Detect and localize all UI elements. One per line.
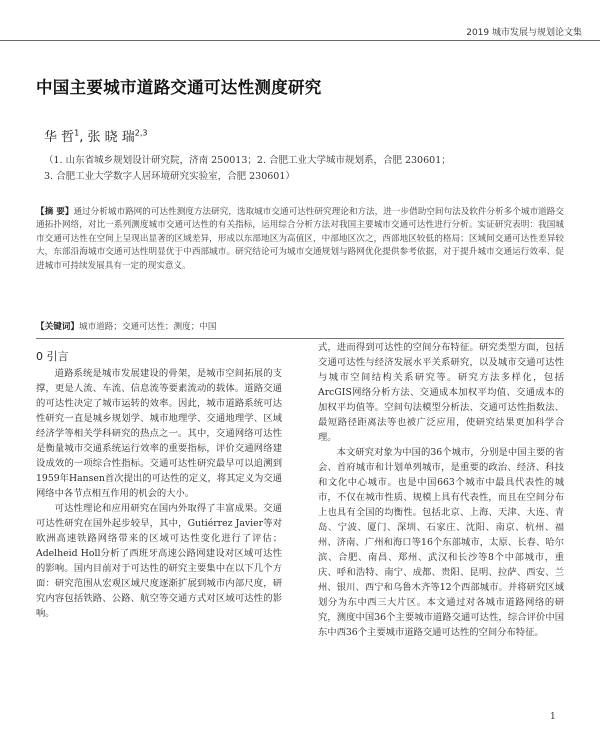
- author-2-affiliation-mark: 2,3: [134, 128, 148, 138]
- page-number: 1: [550, 712, 556, 722]
- intro-paragraph-1: 道路系统是城市发展建设的骨架，是城市空间拓展的支撑，更是人流、车流、信息流等要素流动的载体。道路交通的可达性决定了城市运转的效率。因此，城市道路系统可达性研究一直是城乡规划学、城市地理学、交通地理学、区域经济学等相关学科研究的热点之一。其中，交通网络可达性是衡量城市交通系统运行效率的重要指标，评价交通网络建设成效的一项综合性指标。交通可达性研究最早可以追溯到1959年Hansen首次提出的可达性的定义，将其定义为交通网络中各节点相互作用的机会的大小。: [36, 368, 282, 499]
- right-column: [318, 340, 564, 640]
- author-2: 张 晓 瑞: [87, 130, 135, 145]
- intro-paragraph-3: 式，进而得到可达性的空间分布特征。研究类型方面，包括交通可达性与经济发展水平关系研究，以及城市交通可达性与城市空间结构关系研究等。研究方法多样化，包括ArcGIS网络分析方法、交通成本加权平均值、交通成本的加权平均值等。空间句法模型分析法、交通可达性指数法、最短路径距离法等也被广泛应用，使研究结果更加科学合理。: [318, 342, 564, 443]
- journal-name: 2019 城市发展与规划论文集: [466, 28, 582, 38]
- abstract-text: 通过分析城市路网的可达性测度方法研究，选取城市交通可达性研究理论和方法，进一步借助空间句法及软件分析多个城市道路交通拓扑网络，对比一系列测度城市交通可达性的有关指标，运用综合分析方法对我国主要城市交通可达性进行分析。实证研究表明：我国城市交通可达性在空间上呈现出显著的区域差异，形成以东部地区为高值区，中部地区次之，西部地区较低的格局；区域间交通可达性差异较大，东部沿海城市交通可达性明显优于中西部城市。研究结论可为城市交通规划与路网优化提供参考依据，对于提升城市交通运行效率、促进城市可持续发展具有一定的现实意义。: [36, 207, 564, 271]
- author-1: 华 哲: [44, 130, 75, 145]
- abstract-label: 【摘 要】: [36, 207, 74, 217]
- affiliation-line-1: （1. 山东省城乡规划设计研究院，济南 250013；2. 合肥工业大学城市规划系，合肥 230601；: [44, 155, 451, 166]
- section-heading-intro: 0 引言: [36, 350, 69, 363]
- keywords-text: 城市道路；交通可达性；测度；中国: [78, 322, 217, 332]
- abstract: [36, 206, 564, 273]
- keywords: [36, 320, 564, 332]
- author-1-affiliation-mark: 1: [74, 128, 80, 138]
- section-divider: [36, 338, 564, 339]
- keywords-label: 【关键词】: [36, 322, 79, 332]
- intro-paragraph-4: 本文研究对象为中国的36个城市，分别是中国主要的省会、首府城市和计划单列城市，是重要的政治、经济、科技和文化中心城市。也是中国663个城市中最具代表性的城市，不仅在城市性质、规模上具有代表性，而且在空间分布上也具有全国的均衡性。包括北京、上海、天津、大连、青岛、宁波、厦门、深圳、石家庄、沈阳、南京、杭州、福州、济南、广州和海口等16个东部城市，太原、长春、哈尔滨、合肥、南昌、郑州、武汉和长沙等8个中部城市，重庆、呼和浩特、南宁、成都、贵阳、昆明、拉萨、西安、兰州、银川、西宁和乌鲁木齐等12个西部城市。并将研究区域划分为东中西三大片区。本文通过对各城市道路网络的研究，测度中国36个主要城市道路交通可达性，综合评价中国东中西36个主要城市道路交通可达性的空间分布特征。: [318, 447, 564, 638]
- paper-title: 中国主要城市道路交通可达性测度研究: [36, 78, 322, 97]
- intro-paragraph-2: 可达性理论和应用研究在国内外取得了丰富成果。交通可达性研究在国外起步较早，其中，Gutiérrez Javier等对欧洲高速铁路网络带来的区域可达性变化进行了评估；Adelheid Holl分析了西班牙高速公路网建设对区域可达性的影响。国内目前对于可达性的研究主要集中在以下几个方面：研究范围从宏观区域尺度逐渐扩展到城市内部尺度，研究内容包括铁路、公路、航空等交通方式对区域可达性的影响。: [36, 503, 282, 619]
- running-header: [0, 24, 600, 41]
- affiliation-line-2: 3. 合肥工业大学数字人居环境研究实验室，合肥 230601）: [44, 171, 295, 182]
- author-line: 华 哲$^1$, 张 晓 瑞$^{2,3}$: [44, 128, 148, 145]
- left-column: [36, 366, 282, 621]
